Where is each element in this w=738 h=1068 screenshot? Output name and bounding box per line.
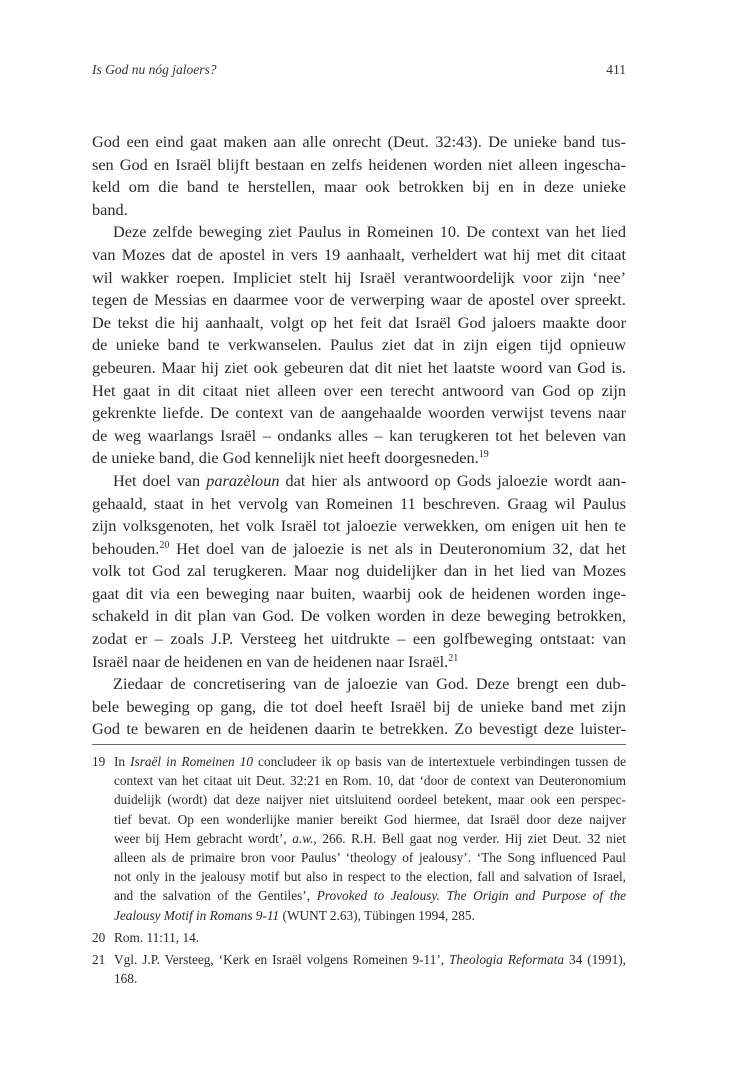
footnote-line: not only in the jealousy motif but also in respect to the election, fall and salvation of Israel,: [114, 869, 626, 885]
footnote-ref-20[interactable]: 20: [159, 539, 170, 551]
footnote-divider: [92, 744, 626, 745]
footnote-line: alleen als de primaire bron voor Paulus’ ‘theology of jealousy’. ‘The Song influenced Paul: [114, 850, 626, 866]
paragraph-2: [92, 221, 626, 470]
text-line: volk tot God zal terugkeren. Maar nog duidelijker dan in het lied van Mozes: [92, 561, 626, 581]
journal-title: Theologia Reformata: [449, 952, 565, 968]
footnote-line: [114, 752, 626, 771]
text-line: gebeuren. Maar hij ziet ook gebeuren dat dit niet het laatste woord van God is.: [92, 357, 626, 377]
footnote-line: [114, 886, 626, 905]
footnote-ref-19[interactable]: 19: [478, 449, 489, 461]
footnote-number: 20: [92, 929, 106, 945]
text-segment: dat hier als antwoord op Gods jaloezie wordt aan-: [279, 470, 626, 490]
text-line: God te bewaren en de heidenen daarin te betrekken. Zo bevestigt deze luister-: [92, 719, 626, 739]
running-title: Is God nu nóg jaloers?: [92, 62, 217, 77]
footnote-line: tief bevat. Op een wonderlijke manier bereikt God hiermee, dat Israël door deze naijver: [114, 811, 626, 827]
text-line: God een eind gaat maken aan alle onrecht (Deut. 32:43). De unieke band tus-: [92, 132, 626, 151]
footnote-19: [92, 752, 626, 925]
footnote-line: [114, 829, 626, 848]
footnote-ref-21[interactable]: 21: [448, 652, 459, 664]
text-line: De tekst die hij aanhaalt, volgt op het feit dat Israël God jaloers maakte door: [92, 312, 626, 332]
text-line: Ziedaar de concretisering van de jaloezie van God. Deze brengt een dub-: [113, 674, 626, 694]
text-line: sen God en Israël blijft bestaan en zelfs heidenen worden niet alleen ingescha-: [92, 154, 626, 174]
footnote-number: 19: [92, 754, 106, 769]
text-segment: concludeer ik op basis van de intertextuele verbindingen tussen de: [253, 754, 627, 769]
book-title: Israël in Romeinen 10: [130, 754, 254, 769]
footnote-line: Rom. 11:11, 14.: [114, 929, 200, 945]
footnote-number: 21: [92, 952, 106, 968]
text-line: tegen de Messias en daarmee voor de verwerping waar de apostel over spreekt.: [92, 290, 626, 310]
page-number: 411: [606, 62, 626, 77]
text-line: Deze zelfde beweging ziet Paulus in Romeinen 10. De context van het lied: [113, 222, 626, 242]
text-line: [92, 651, 626, 674]
text-segment: Israël naar de heidenen en van de heidenen naar Israël.: [92, 651, 449, 671]
text-segment: 34 (1991),: [564, 952, 626, 968]
footnote-line: [114, 950, 626, 969]
footnote-line: 168.: [114, 971, 138, 987]
text-line: de weg waarlangs Israël – ondanks alles – kan terugkeren tot het beleven van: [92, 425, 626, 445]
greek-term: parazèloun: [206, 470, 280, 490]
paragraph-1: [92, 131, 626, 221]
paragraph-3: [92, 470, 626, 673]
footnote-line: [114, 906, 626, 925]
text-line: zijn volksgenoten, het volk Israël tot jaloezie verwekken, om enigen uit hen te: [92, 516, 626, 536]
text-line: schakeld in dit plan van God. De volken worden in deze beweging betrokken,: [92, 606, 626, 626]
text-line: bele beweging op gang, die tot doel heeft Israël bij de unieke band met zijn: [92, 696, 626, 716]
text-segment: de unieke band, die God kennelijk niet heeft doorgesneden.: [92, 448, 479, 468]
abbreviation: a.w.: [292, 830, 314, 846]
text-segment: (WUNT 2.63), Tübingen 1994, 285.: [279, 907, 475, 923]
text-segment: and the salvation of the Gentiles’,: [114, 888, 317, 904]
footnote-21: [92, 950, 626, 988]
text-segment: , 266. R.H. Bell gaat nog verder. Hij ziet Deut. 32 niet: [313, 830, 626, 846]
text-line: keld om die band te herstellen, maar ook betrokken bij en in deze unieke: [92, 177, 626, 197]
footnotes: [92, 752, 626, 991]
book-title: Provoked to Jealousy. The Origin and Purpose of the: [316, 888, 627, 904]
text-line: gekrenkte liefde. De context van de aangehaalde woorden verwijst tevens naar: [92, 403, 626, 423]
text-line: [92, 538, 626, 561]
text-line: zodat er – zoals J.P. Versteeg het uitdrukte – een golfbeweging ontstaat: van: [92, 629, 626, 649]
footnote-line: context van het citaat uit Deut. 32:21 en Rom. 10, dat ‘door de context van Deuteronomium: [114, 773, 626, 789]
text-line: [92, 447, 626, 470]
text-line: de unieke band te verkwanselen. Paulus ziet dat in zijn eigen tijd opnieuw: [92, 335, 626, 355]
text-segment: In: [114, 754, 131, 769]
text-line: gaat dit via een beweging naar buiten, waarbij ook de heidenen worden inge-: [92, 583, 626, 603]
text-line: van Mozes dat de apostel in vers 19 aanhaalt, verheldert wat hij met dit citaat: [92, 244, 626, 264]
footnote-20: [92, 928, 626, 947]
footnote-line: duidelijk (wordt) dat deze naijver niet uitsluitend oordeel betekent, maar ook een perspec-: [114, 792, 626, 808]
text-segment: behouden.: [92, 538, 160, 558]
text-line: Het gaat in dit citaat niet alleen over een terecht antwoord van God op zijn: [92, 380, 626, 400]
text-segment: weer bij Hem gebracht wordt’,: [114, 830, 293, 846]
text-line: [92, 470, 626, 493]
paragraph-4: [92, 673, 626, 741]
text-line: gehaald, staat in het vervolg van Romeinen 11 beschreven. Graag wil Paulus: [92, 493, 626, 513]
text-segment: Het doel van: [113, 470, 207, 490]
text-segment: Het doel van de jaloezie is net als in Deuteronomium 32, dat het: [169, 538, 626, 558]
book-title: Jealousy Motif in Romans 9-11: [114, 907, 280, 923]
text-segment: Vgl. J.P. Versteeg, ‘Kerk en Israël volgens Romeinen 9-11’,: [114, 952, 450, 968]
text-line: wil wakker roepen. Impliciet stelt hij Israël verantwoordelijk voor zijn ‘nee’: [92, 267, 626, 287]
text-line: band.: [92, 199, 128, 219]
main-text: [92, 131, 626, 741]
